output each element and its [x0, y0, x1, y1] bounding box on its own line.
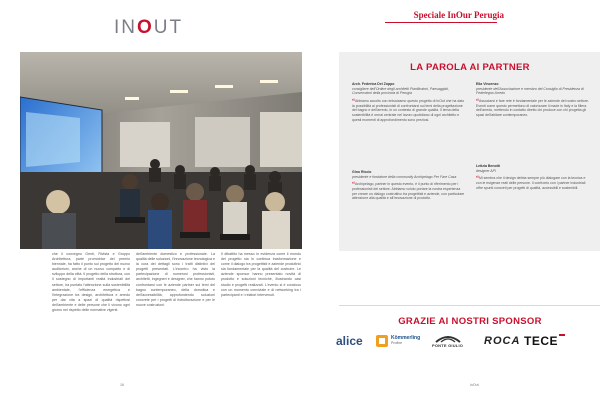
speaker-quote-text: Mi sembra che il design debba sempre più dialogare con la tecnica e con le esigenze reali delle persone. Il confronto con i partner industriali offre spunti concreti per progetti di qualità, accessibili e sostenibili. [476, 176, 586, 190]
logo-o: O [137, 17, 154, 38]
kommerling-icon [376, 335, 388, 347]
logo-prefix: IN [114, 17, 137, 38]
quote-icon: “ [352, 182, 355, 189]
sponsor-alice [336, 332, 363, 350]
speaker-quote [352, 99, 465, 122]
speaker-quote [476, 99, 589, 118]
sponsor-roca [484, 332, 520, 350]
article-column-3: Il dibattito ha messo in evidenza come il mondo del progetto sia in continua trasformazione e come il dialogo tra progettisti e aziende produttrici sia fondamentale per la qualità del costruire. Le aziende sponsor hanno presentato novità di prodotto e soluzioni tecniche, illustrando casi studio e progetti realizzati. L'evento si è concluso con un momento conviviale e di networking tra i partecipanti e i relatori intervenuti. [221, 252, 301, 297]
conference-photo-illustration [20, 52, 302, 249]
speaker-name: Elia Vincenzo [476, 82, 499, 86]
sponsor-tece [524, 332, 565, 350]
speaker-name: Letizia Benotti [476, 164, 500, 168]
ponte-giulio-icon [435, 334, 461, 343]
partner-speaker-1 [352, 82, 465, 122]
speaker-quote [476, 176, 589, 190]
speaker-quote-text: Associarsi e fare rete è fondamentale per le aziende del nostro settore. Eventi come questo permettono di valorizzare il made in Italy e la filiera dell'arredo, mettendo in contatto diretto chi produce con chi progetta gli spazi dell'abitare contemporaneo. [476, 98, 589, 117]
sponsor-title: GRAZIE AI NOSTRI SPONSOR [398, 316, 542, 327]
quote-icon: “ [476, 98, 479, 105]
partner-speaker-2 [352, 170, 465, 201]
speaker-role: presidente e fondatore della community Archipelago Per Fare Casa [352, 174, 457, 179]
tece-mark-icon [559, 334, 565, 342]
sponsor-divider [339, 305, 600, 306]
inout-logo [114, 17, 183, 39]
sponsor-ponte-giulio-label: PONTE GIULIO [432, 343, 464, 348]
quote-icon: “ [476, 176, 479, 183]
speaker-role: presidente dell'Associazione e membro del Consiglio di Presidenza di Federlegno Arredo [476, 86, 584, 96]
logo-suffix: UT [153, 17, 184, 38]
conference-photo [20, 52, 302, 249]
footer-magazine-name: InOut [470, 383, 479, 387]
sponsor-roca-label: ROCA [484, 335, 521, 347]
speaker-name: Arch. Federica Del Zoppo [352, 82, 395, 86]
partner-speaker-3 [476, 82, 589, 118]
speaker-quote [352, 182, 465, 201]
partner-panel-title: LA PAROLA AI PARTNER [410, 62, 530, 73]
sponsor-ponte-giulio [432, 332, 463, 350]
speaker-name: Gino Riccio [352, 170, 372, 174]
sponsor-kommerling-label: Kömmerling [391, 335, 421, 341]
partner-speaker-4 [476, 164, 589, 190]
sponsor-alice-label: alice [336, 334, 363, 348]
kommerling-wordmark [391, 336, 420, 346]
speaker-role: consigliere dell'Ordine degli architetti Pianificatori, Paesaggisti, Conservatori della provincia di Perugia [352, 86, 449, 96]
sponsor-tece-label: TECE [524, 334, 559, 348]
article-column-1: che il convegno Genti, Rivista e Gruppo Architettura, parte promotrice del premio biennale, ha fatto il punto sul progetto del nuovo auditorium, anche di un nuovo comparto e di sviluppo della città. Il progetto della struttura, con il sostegno di importanti realtà industriali del settore, ha puntato l'attenzione sulla sostenibilità ambientale, l'efficienza energetica e l'integrazione tra design, architettura e arredo per dar vita a spazi di qualità rispettosi dell'ambiente e delle persone che li vivono ogni giorno nel rispetto delle normative vigenti. [52, 252, 130, 313]
quote-icon: “ [352, 98, 355, 105]
speaker-quote-text: Archipelago, partner in questo evento, è il punto di riferimento per i professionisti del settore. Abbiamo voluto portare la nostra esperienza per creare un dialogo costruttivo tra progettisti e aziende, con particolare attenzione alla qualità e all'innovazione di prodotto. [352, 182, 465, 201]
sponsor-kommerling [376, 332, 420, 350]
article-column-2: dell'ambiente domestico e professionale. La qualità delle soluzioni, l'innovazione tecnologica e la cura dei dettagli sono i tratti distintivi dei progetti presentati. L'incontro ha visto la partecipazione di numerosi professionisti, architetti, ingegneri e designer, che hanno potuto confrontarsi con le aziende partner sui temi del bagno contemporaneo, della domotica e dell'accessibilità, approfondendo soluzioni concrete per i progetti di ristrutturazione e per le nuove costruzioni. [136, 252, 216, 307]
header-rule [385, 22, 497, 23]
speaker-quote-text: Abbiamo accolto con entusiasmo questo progetto di InOut che ha dato la possibilità ai professionisti di confrontarsi sui temi della progettazione del bagno e dell'arredo, in un contesto di grande qualità. Il tema della sostenibilità è ormai centrale nel lavoro quotidiano di ogni architetto e questi momenti di approfondimento sono preziosi. [352, 98, 465, 122]
page-number: 16 [120, 383, 124, 387]
speaker-role: designer API [476, 168, 496, 173]
section-tag: Speciale InOur Perugia [413, 10, 504, 20]
sponsor-kommerling-sub: Profine [391, 341, 403, 345]
